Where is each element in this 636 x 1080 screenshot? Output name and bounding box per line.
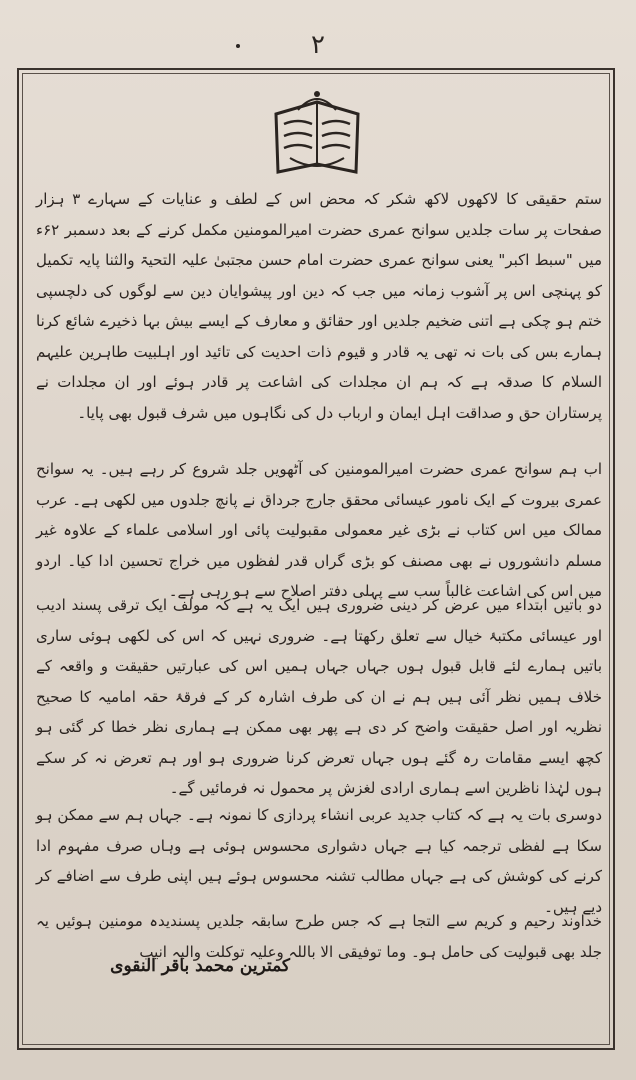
paragraph-intro: ستم حقیقی کا لاکھوں لاکھ شکر کہ محض اس کے لطف و عنایات کے سہارے ۳ ہزار صفحات پر سات جلدیں سوانح عمری حضرت امیرالمومنین مکمل کرنے کے بعد دسمبر ۶۲ء میں "سبط اکبر" یعنی سوانح عمری حضرت امام حسن مجتبیٰ علیہ التحیۃ والثنا پایہ تکمیل کو پہنچی اس پر آشوب زمانہ میں جب کہ دین اور پیشوایان دین سے لوگوں کی دلچسپی ختم ہو چکی ہے اتنی ضخیم جلدیں اور حقائق و معارف کے ایسے بیش بہا ذخیرے شائع کرنا ہمارے بس کی بات نہ تھی یہ قادر و قیوم ذات احدیت کی تائید اور اہلبیت طاہرین علیہم السلام کا صدقہ ہے کہ ہم ان مجلدات کی اشاعت پر قادر ہوئے اور ان مجلدات نے پرستاران حق و صداقت اہل ایمان و ارباب دل کی نگاہوں میں شرف قبول بھی پایا۔ bbox=[36, 190, 602, 422]
calligraphy-emblem-icon bbox=[268, 84, 366, 180]
paragraph-eighth-volume: اب ہم سوانح عمری حضرت امیرالمومنین کی آٹھویں جلد شروع کر رہے ہیں۔ یہ سوانح عمری بیروت کے ایک نامور عیسائی محقق جارج جرداق نے پانچ جلدوں میں لکھی ہے۔ عرب ممالک میں اس کتاب نے بڑی غیر معمولی مقبولیت پائی اور اسلامی علماء کے علاوہ غیر مسلم دانشوروں نے بھی مصنف کو بڑی گراں قدر لفظوں میں خراج تحسین ادا کیا۔ اردو میں اس کی اشاعت غالباً سب سے پہلی دفتر اصلاح سے ہو رہی ہے۔ bbox=[36, 460, 602, 600]
ink-dot bbox=[236, 44, 240, 48]
paragraph-prayer: خداوند رحیم و کریم سے التجا ہے کہ جس طرح سابقہ جلدیں پسندیدہ مومنین ہوئیں یہ جلد بھی قبولیت کی حامل ہو۔ وما توفیقی الا باللہ وعلیہ توکلت والیہ انیب bbox=[36, 912, 602, 961]
author-signature: کمترین محمد باقر النقوی bbox=[110, 956, 290, 976]
page-number: ۲ bbox=[311, 30, 325, 60]
paragraph-first-point: دو باتیں ابتداء میں عرض کر دینی ضروری ہیں ایک یہ ہے کہ مولف ایک ترقی پسند ادیب اور عیسائی مکتبۂ خیال سے تعلق رکھتا ہے۔ ضروری نہیں کہ اس کی لکھی ہوئی ساری باتیں ہمارے لئے قابل قبول ہوں جہاں جہاں ہمیں اس کی عبارتیں حقیقت و واقعہ کے خلاف ہمیں نظر آئی ہیں ہم نے ان کی طرف اشارہ کر کے فرقۂ حقہ امامیہ کا صحیح نظریہ اور اصل حقیقت واضح کر دی ہے پھر بھی ممکن ہے ہماری نظر خطا کر گئی ہو کچھ ایسے مقامات رہ گئے ہوں جہاں تعرض کرنا ضروری ہو اور ہم تعرض نہ کر سکے ہوں لہٰذا ناظرین اسے ہماری ارادی لغزش پر محمول نہ فرمائیں گے۔ bbox=[36, 596, 602, 797]
paragraph-second-point: دوسری بات یہ ہے کہ کتاب جدید عربی انشاء پردازی کا نمونہ ہے۔ جہاں ہم سے ممکن ہو سکا ہے لفظی ترجمہ کیا ہے جہاں دشواری محسوس ہوئی ہے وہاں صرف مفہوم ادا کرنے کی کوشش کی ہے جہاں مطالب تشنہ محسوس ہوئے ہیں اپنی طرف سے اضافے کر دیے ہیں۔ bbox=[36, 806, 602, 916]
